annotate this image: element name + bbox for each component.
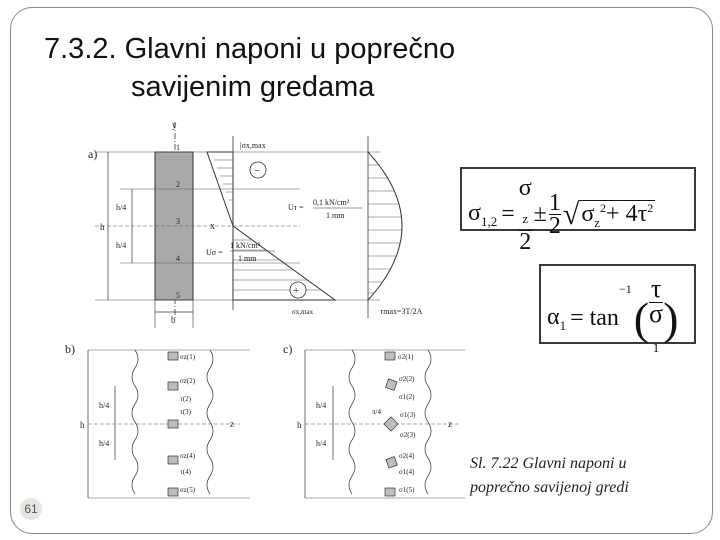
panel-c-dim-h4-upper: h/4 [316, 401, 327, 410]
f1-pm: ± [533, 201, 547, 228]
f2-paren-open: ( [633, 293, 650, 345]
scale-tau-den: 1 mm [326, 211, 345, 220]
dim-h4-upper: h/4 [116, 203, 127, 212]
panel-c-label: c) [283, 342, 293, 356]
scale-tau-lhs: Uτ = [288, 203, 304, 212]
point-3: 3 [176, 217, 180, 226]
title-line-2: savijenim gredama [131, 71, 375, 103]
tau-max-label: τmax=3T/2A [380, 307, 423, 316]
point-5: 5 [176, 291, 180, 300]
sqrt-sign: √ [562, 197, 580, 231]
panel-c-dim-h4-lower: h/4 [316, 439, 327, 448]
point-4: 4 [176, 254, 180, 263]
panel-c-angle-top: π/4 [372, 408, 381, 416]
scale-sigma-den: 1 mm [238, 254, 257, 263]
panel-b-break-right [207, 350, 213, 494]
sigma-max-bottom: σx,max [292, 308, 314, 316]
scale-sigma-num: 1 kN/cm² [230, 241, 261, 250]
panel-c-label-5: σ2(3) [400, 431, 416, 439]
panel-b-dim-h: h [80, 420, 85, 430]
formula-1-body [468, 177, 655, 253]
panel-c-dim-h: h [297, 420, 302, 430]
panel-c-break-right [425, 350, 431, 494]
f1-radicand: $\sigma_z^2+ 4\tau^2$ [581, 200, 654, 230]
panel-c-break-left [349, 350, 355, 494]
plus-sign: + [293, 285, 300, 297]
panel-c-label-4: σ1(3) [400, 411, 416, 419]
panel-b-label-4: τ(3) [180, 408, 191, 416]
panel-c-elements [384, 352, 398, 496]
tau-parabola [368, 152, 402, 300]
axis-x-label: x [210, 221, 215, 232]
f2-frac: τ σ $_1$ [649, 274, 664, 356]
panel-c-label-7: σ1(4) [399, 468, 415, 476]
sigma-max-top: |σx,max [240, 141, 266, 150]
axis-y-label: y [172, 120, 177, 130]
page-number-badge: 61 [20, 498, 42, 520]
f1-lhs: $\sigma_{1,2}$ [468, 200, 498, 229]
panel-c-label-6: σ2(4) [399, 452, 415, 460]
tau-hatching [368, 165, 402, 293]
figure-caption: Sl. 7.22 Glavni naponi u poprečno savijenoj gredi [470, 455, 629, 496]
panel-b [65, 342, 250, 498]
panel-b-break-left [132, 350, 138, 494]
point-2: 2 [176, 180, 180, 189]
panel-b-label-1: σz(1) [180, 353, 196, 361]
point-1: 1 [176, 143, 180, 152]
panel-b-label: b) [65, 342, 75, 356]
dim-h-label: h [100, 222, 105, 232]
minus-sign: − [254, 165, 261, 177]
panel-b-label-7: σz(5) [180, 486, 196, 494]
f2-sup: −1 [618, 282, 632, 296]
formula-2-body [547, 276, 678, 361]
f2-lhs: $\alpha_1$ [547, 303, 567, 333]
sigma-hatching [214, 160, 321, 290]
panel-c-label-1: σ2(1) [398, 353, 414, 361]
panel-c-label-8: σ1(5) [399, 486, 415, 494]
panel-b-elements [168, 352, 178, 496]
panel-b-label-2: σz(2) [180, 377, 196, 385]
title-line-1: 7.3.2. Glavni naponi u poprečno [44, 33, 456, 65]
panel-b-dim-h4-lower: h/4 [99, 439, 110, 448]
f2-paren-close: ) [663, 293, 679, 345]
dim-h4-lower: h/4 [116, 241, 127, 250]
panel-a [88, 120, 423, 328]
panel-b-label-3: τ(2) [180, 395, 191, 403]
panel-b-label-5: σz(4) [180, 452, 196, 460]
panel-a-label: a) [88, 147, 98, 161]
principal-angle-formula [539, 264, 696, 356]
panel-b-label-6: τ(4) [180, 468, 191, 476]
principal-stress-formula [460, 167, 696, 255]
panel-c-label-2: σ2(2) [399, 375, 415, 383]
f2-eq: = tan [570, 305, 619, 332]
f1-frac-half: $\frac{1}{2}$ [548, 190, 561, 240]
panel-c-label-3: σ1(2) [399, 393, 415, 401]
f1-frac-sigma: σ $_z$ 2 [518, 175, 532, 255]
scale-tau-num: 0,1 kN/cm² [313, 198, 350, 207]
f1-eq: = [501, 201, 515, 228]
panel-c-axis-z: z [448, 419, 452, 429]
dim-b-label: b [171, 315, 176, 325]
panel-b-dim-h4-upper: h/4 [99, 401, 110, 410]
scale-sigma-lhs: Uσ = [206, 248, 223, 257]
panel-b-axis-z: z [230, 419, 234, 429]
panel-c [283, 342, 465, 498]
